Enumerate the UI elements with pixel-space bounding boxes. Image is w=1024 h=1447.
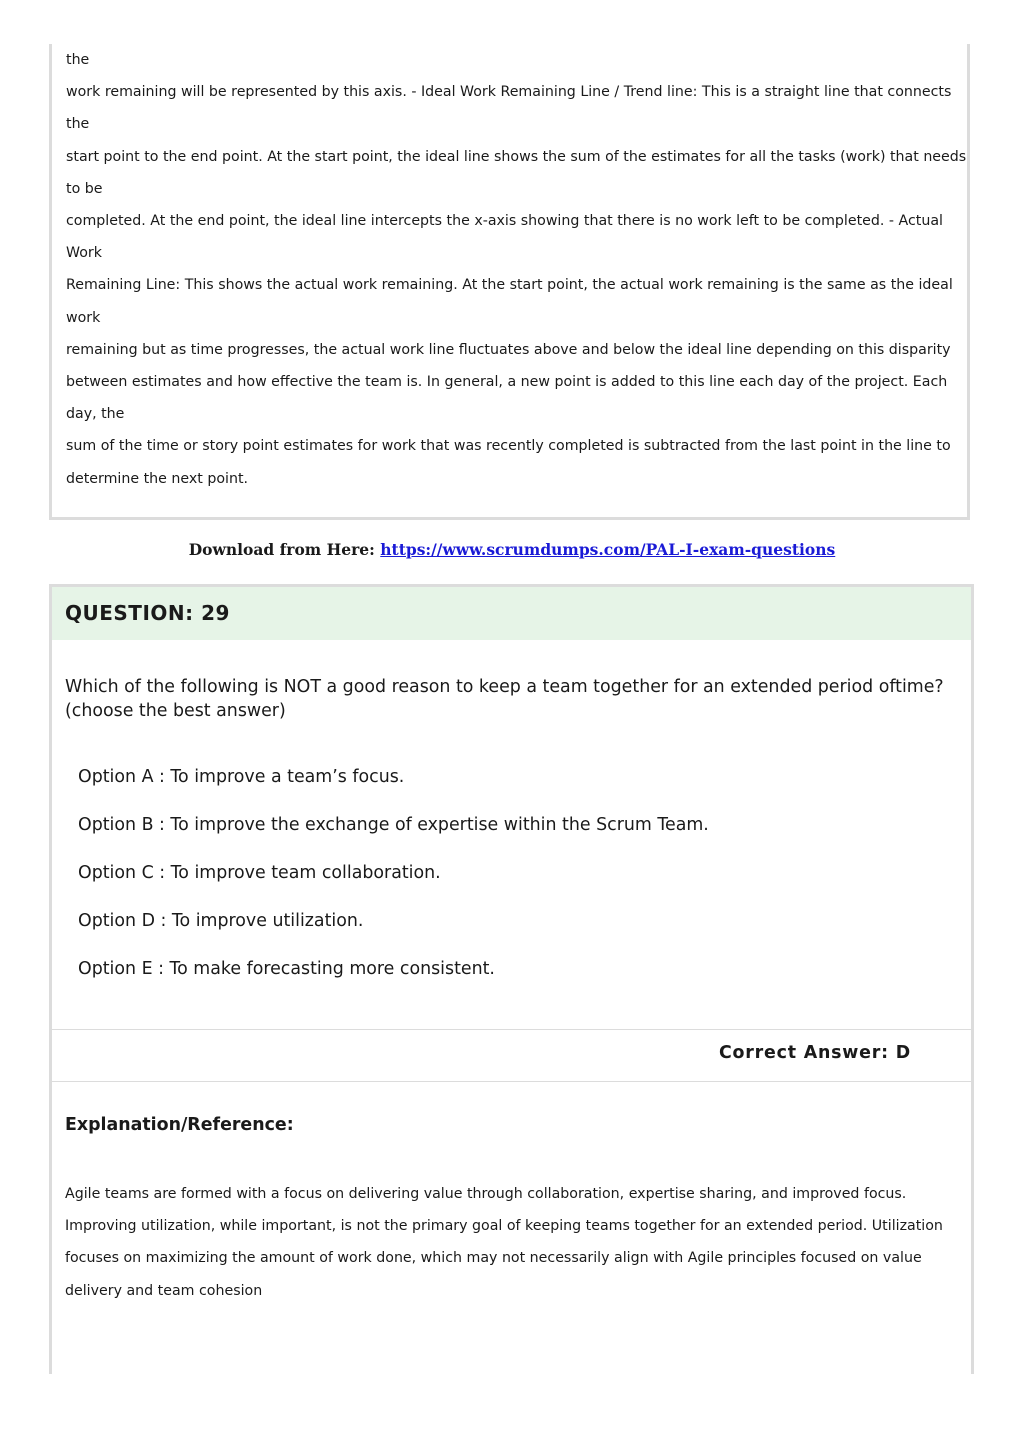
option-e: Option E : To make forecasting more consistent.	[78, 959, 495, 979]
option-a: Option A : To improve a team’s focus.	[78, 767, 405, 787]
text-line: between estimates and how effective the team is. In general, a new point is added to this line each day of the project. Each	[66, 374, 948, 391]
text-line: start point to the end point. At the start point, the ideal line shows the sum of the estimates for all the tasks (work) that needs	[66, 148, 967, 165]
divider	[52, 1081, 971, 1082]
text-line: Remaining Line: This shows the actual work remaining. At the start point, the actual work remaining is the same as the ideal	[66, 277, 953, 294]
text-line: Agile teams are formed with a focus on delivering value through collaboration, expertise sharing, and improved focus.	[65, 1186, 907, 1202]
text-line: sum of the time or story point estimates for work that was recently completed is subtracted from the last point in the line to	[66, 438, 951, 455]
previous-explanation-text	[66, 44, 967, 495]
explanation-title: Explanation/Reference:	[65, 1115, 294, 1135]
text-line: determine the next point.	[66, 470, 249, 487]
text-line: day, the	[66, 406, 125, 423]
text-line: the	[66, 116, 90, 133]
download-line	[0, 540, 1024, 559]
question-number: QUESTION: 29	[65, 601, 230, 625]
text-line: Improving utilization, while important, is not the primary goal of keeping teams together for an extended period. Utilization	[65, 1218, 943, 1235]
text-line: work	[66, 309, 101, 326]
divider	[52, 1029, 971, 1030]
text-line: work remaining will be represented by this axis. - Ideal Work Remaining Line / Trend line: This is a straight line that connects	[66, 84, 952, 101]
question-box	[49, 584, 974, 1374]
previous-explanation-box	[49, 44, 970, 520]
text-line: the	[66, 52, 90, 68]
text-line: completed. At the end point, the ideal line intercepts the x-axis showing that there is no work left to be completed. - Actual	[66, 213, 943, 230]
text-line: remaining but as time progresses, the actual work line fluctuates above and below the ideal line depending on this disparity	[66, 341, 951, 358]
text-line: focuses on maximizing the amount of work done, which may not necessarily align with Agile principles focused on value	[65, 1250, 922, 1267]
correct-answer: Correct Answer: D	[718, 1043, 911, 1063]
explanation-text	[65, 1178, 960, 1307]
text-line: Work	[66, 245, 102, 262]
option-d: Option D : To improve utilization.	[78, 911, 364, 931]
option-b: Option B : To improve the exchange of expertise within the Scrum Team.	[78, 815, 709, 835]
option-c: Option C : To improve team collaboration.	[78, 863, 441, 883]
download-label: Download from Here:	[188, 540, 375, 559]
question-stem: Which of the following is NOT a good reason to keep a team together for an extended period oftime? (choose the best answer)	[65, 677, 944, 721]
text-line: delivery and team cohesion	[65, 1282, 263, 1299]
text-line: to be	[66, 180, 103, 197]
download-link[interactable]: https://www.scrumdumps.com/PAL-I-exam-questions	[380, 540, 836, 559]
question-header	[52, 587, 971, 640]
